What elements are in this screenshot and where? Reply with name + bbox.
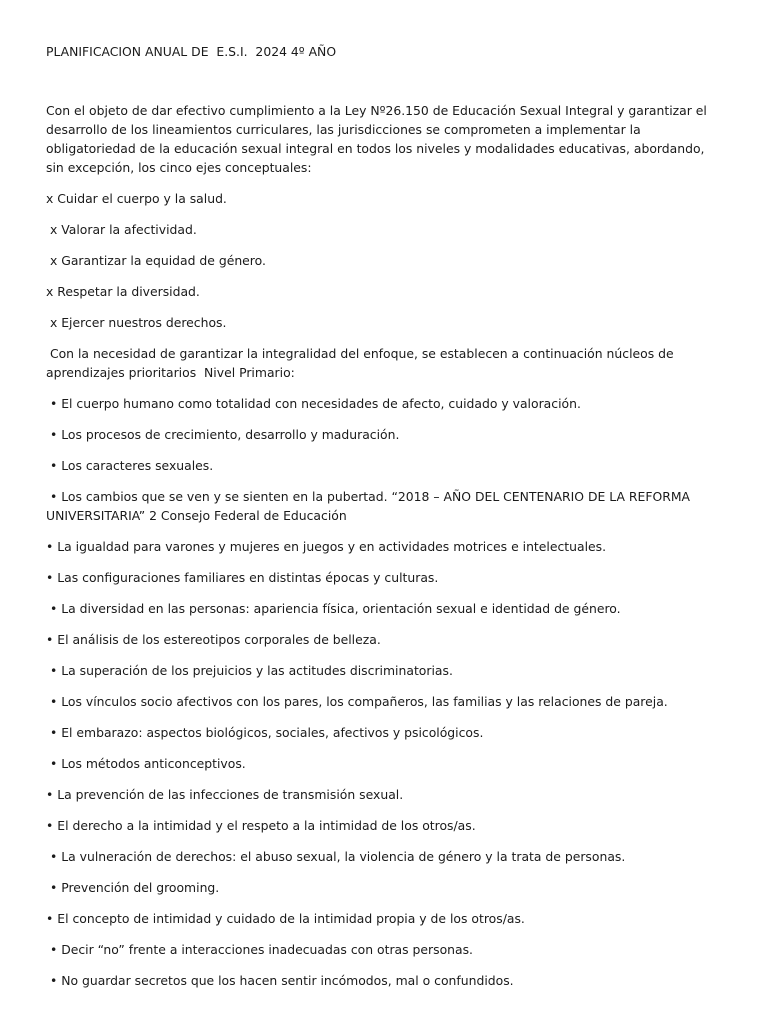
nucleo-list-item: • Los caracteres sexuales.: [46, 458, 214, 473]
eje-item: x Cuidar el cuerpo y la salud.: [46, 191, 227, 206]
nucleo-list-item: • La prevención de las infecciones de transmisión sexual.: [46, 787, 404, 802]
nucleo-list-item: • La igualdad para varones y mujeres en juegos y en actividades motrices e intelectuales.: [46, 539, 607, 554]
nucleo-list-item: • Decir “no” frente a interacciones inadecuadas con otras personas.: [46, 942, 473, 957]
nucleo-list-item: • Los vínculos socio afectivos con los pares, los compañeros, las familias y las relaciones de pareja.: [46, 694, 668, 709]
nucleo-list-item: • El análisis de los estereotipos corporales de belleza.: [46, 632, 381, 647]
nucleo-list-item: • Los procesos de crecimiento, desarrollo y maduración.: [46, 427, 400, 442]
page-title: PLANIFICACION ANUAL DE E.S.I. 2024 4º AÑO: [46, 44, 337, 59]
nucleo-list-item: • La vulneración de derechos: el abuso sexual, la violencia de género y la trata de personas.: [46, 849, 626, 864]
nucleo-list-item: • Prevención del grooming.: [46, 880, 220, 895]
intro-paragraph: Con el objeto de dar efectivo cumplimiento a la Ley Nº26.150 de Educación Sexual Integral y garantizar el desarrollo de los lineamientos curriculares, las jurisdicciones se comprometen a implementar la obligatoriedad de la educación sexual integral en todos los niveles y modalidades educativas, abordando, sin excepción, los cinco ejes conceptuales:: [46, 103, 707, 175]
eje-item: x Garantizar la equidad de género.: [46, 253, 266, 268]
nucleos-intro-paragraph: Con la necesidad de garantizar la integralidad del enfoque, se establecen a continuación núcleos de aprendizajes prioritarios Nivel Primario:: [46, 346, 678, 380]
eje-item: x Respetar la diversidad.: [46, 284, 200, 299]
nucleo-list-item: • El concepto de intimidad y cuidado de la intimidad propia y de los otros/as.: [46, 911, 525, 926]
document-page: [46, 42, 726, 1002]
nucleo-list-item: • El cuerpo humano como totalidad con necesidades de afecto, cuidado y valoración.: [46, 396, 581, 411]
nucleo-list-item: • Los métodos anticonceptivos.: [46, 756, 246, 771]
nucleo-list-item: • La superación de los prejuicios y las actitudes discriminatorias.: [46, 663, 453, 678]
nucleo-list-item: • Las configuraciones familiares en distintas épocas y culturas.: [46, 570, 439, 585]
nucleo-list-item: • El derecho a la intimidad y el respeto a la intimidad de los otros/as.: [46, 818, 476, 833]
nucleo-list-item: • El embarazo: aspectos biológicos, sociales, afectivos y psicológicos.: [46, 725, 484, 740]
nucleo-list-item: • No guardar secretos que los hacen sentir incómodos, mal o confundidos.: [46, 973, 514, 988]
eje-item: x Ejercer nuestros derechos.: [46, 315, 227, 330]
nucleo-list-item: • Los cambios que se ven y se sienten en la pubertad. “2018 – AÑO DEL CENTENARIO DE LA REFORMA UNIVERSITARIA” 2 Consejo Federal de Educación: [46, 489, 694, 523]
eje-item: x Valorar la afectividad.: [46, 222, 197, 237]
nucleo-list-item: • La diversidad en las personas: apariencia física, orientación sexual e identidad de género.: [46, 601, 621, 616]
